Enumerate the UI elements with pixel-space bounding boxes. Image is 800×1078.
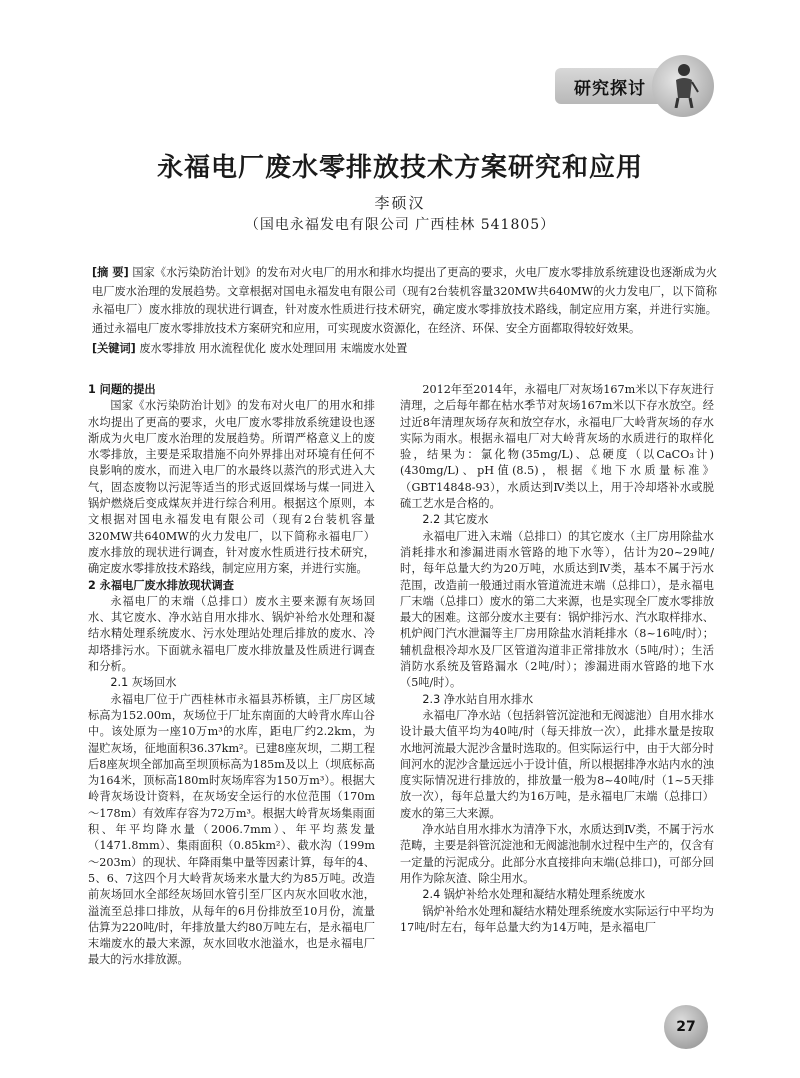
abstract-block: [92, 264, 717, 359]
abstract-text: 国家《水污染防治计划》的发布对火电厂的用水和排水均提出了更高的要求，火电厂废水零排放系统建设也逐渐成为火电厂废水治理的发展趋势。文章根据对国电永福发电有限公司（现有2台装机容量320MW共640MW的火力发电厂，以下简称永福电厂）废水排放的现状进行调查，针对废水性质进行技术研究，确定废水零排放技术路线，制定应用方案，并进行实施。通过永福电厂废水零排放技术方案研究和应用，可实现废水资源化，在经济、环保、安全方面都取得较好效果。: [92, 266, 718, 335]
body-paragraph: 永福电厂位于广西桂林市永福县苏桥镇，主厂房区域标高为152.00m，灰场位于厂址东南面的大岭背水库山谷中。该处原为一座10万m³的水库，距电厂约2.2km，为湿贮灰场，征地面积36.37km²。已建8座灰坝，二期工程后8座灰坝全部加高至坝顶标高为185m及以上（坝底标高为164米，顶标高180m时灰场库容为150万m³）。根据大岭背灰场设计资料，在灰场安全运行的水位范围（170m～178m）有效库存容为72万m³。根据大岭背灰场集雨面积、年平均降水量（2006.7mm）、年平均蒸发量（1471.8mm）、集雨面积（0.85km²）、截水沟（199m～203m）的现状、年降雨集中量等因素计算，每年的4、5、6、7这四个月大岭背灰场来水量大约为85万吨。改造前灰场回水全部经灰场回水管引至厂区内灰水回收水池，溢流至总排口排放，从每年的6月份排放至10月份，流量估算为220吨/时，年排放量大约80万吨左右，是永福电厂末端废水的最大来源，灰水回收水池溢水，也是永福电厂最大的污水排放源。: [88, 692, 375, 967]
section-header: [555, 68, 665, 104]
section-heading: 1 问题的提出: [88, 383, 156, 396]
page-number-badge: [664, 1005, 708, 1049]
article-affiliation: （国电永福发电有限公司 广西桂林 541805）: [244, 217, 556, 233]
keywords-text: 废水零排放 用水流程优化 废水处理回用 末端废水处置: [139, 342, 408, 355]
left-column: [88, 382, 375, 969]
body-paragraph: 国家《水污染防治计划》的发布对火电厂的用水和排水均提出了更高的要求，火电厂废水零排放系统建设也逐渐成为火电厂废水治理的发展趋势。所谓严格意义上的废水零排放，主要是采取措施不向外界排出对环境有任何不良影响的废水，而进入电厂的水最终以蒸汽的形式进入大气，固态废物以污泥等适当的形式返回煤场与煤一同进入锅炉燃烧后变成煤灰并进行综合利用。根据这个原则，本文根据对国电永福发电有限公司（现有2台装机容量320MW共640MW的火力发电厂，以下简称永福电厂）废水排放的现状进行调查，针对废水性质进行技术研究，确定废水零排放技术路线，制定应用方案，并进行实施。: [88, 399, 375, 576]
body-paragraph: 净水站自用水排水为清净下水，水质达到Ⅳ类，不属于污水范畴，主要是斜管沉淀池和无阀滤池制水过程中生产的，仅含有一定量的污泥成分。此部分水直接排向末端(总排口)，可部分回用作为除灰渣、除尘用水。: [400, 823, 714, 885]
body-paragraph: 永福电厂的末端（总排口）废水主要来源有灰场回水、其它废水、净水站自用水排水、锅炉补给水处理和凝结水精处理系统废水、污水处理站处理后排放的废水、冷却塔排污水。下面就永福电厂废水排放量及性质进行调查和分析。: [88, 594, 375, 674]
body-paragraph: 锅炉补给水处理和凝结水精处理系统废水实际运行中平均为17吨/时左右，每年总量大约为14万吨，是永福电厂: [400, 904, 714, 934]
body-paragraph: 永福电厂净水站（包括斜管沉淀池和无阀滤池）自用水排水设计最大值平均为40吨/时（每天排放一次），此排水量是按取水地河流最大泥沙含量时选取的。但实际运行中，由于大部分时间河水的泥沙含量远远小于设计值，所以根据排净水站内水的浊度实际情况进行排放的，排放量一般为8~40吨/时（1~5天排放一次），每年总量大约为16万吨，是永福电厂末端（总排口）废水的第三大来源。: [400, 708, 714, 820]
article-author: 李硕汉: [374, 194, 426, 212]
abstract-label: [摘 要]: [92, 266, 129, 279]
person-icon: [668, 62, 700, 108]
keywords-label: [关键词]: [92, 342, 136, 355]
subsection-heading: 2.3 净水站自用水排水: [422, 692, 534, 706]
right-column: [400, 382, 714, 936]
keywords-line: [92, 340, 717, 359]
article-title: 永福电厂废水零排放技术方案研究和应用: [156, 153, 643, 183]
body-paragraph: 永福电厂进入末端（总排口）的其它废水（主厂房用除盐水消耗排水和渗漏进雨水管路的地下水等），估计为20~29吨/时，每年总量大约为20万吨，水质达到Ⅳ类，基本不属于污水范围，改造前一般通过雨水管道流进末端（总排口），是永福电厂末端（总排口）废水的第二大来源，也是实现全厂废水零排放最大的困难。这部分废水主要有：锅炉排污水、汽水取样排水、机炉阀门汽水泄漏等主厂房用除盐水消耗排水（8~16吨/时）；辅机盘根冷却水及厂区管道沟道非正常排放水（5吨/时）；生活消防水系统及管路漏水（2吨/时）；渗漏进雨水管路的地下水（5吨/时）。: [400, 529, 714, 690]
body-paragraph: 2012年至2014年，永福电厂对灰场167m米以下存灰进行清理，之后每年都在枯水季节对灰场167m米以下存水放空。经过近8年清理灰场存灰和放空存水，永福电厂大岭背灰场的存水实际为雨水。根据永福电厂对大岭背灰场的水质进行的取样化验，结果为：氯化物(35mg/L)、总硬度（以CaCO₃计)(430mg/L)、pH值(8.5)，根据《地下水质量标准》（GBT14848-93），水质达到Ⅳ类以上，用于冷却塔补水或脱硫工艺水是合格的。: [400, 383, 714, 511]
subsection-heading: 2.1 灰场回水: [110, 676, 177, 690]
section-heading: 2 永福电厂废水排放现状调查: [88, 578, 234, 592]
section-label: 研究探讨: [574, 78, 646, 99]
subsection-heading: 2.2 其它废水: [422, 513, 489, 527]
abstract-paragraph: [92, 264, 717, 338]
subsection-heading: 2.4 锅炉补给水处理和凝结水精处理系统废水: [422, 888, 646, 902]
page-number: 27: [676, 1019, 696, 1035]
